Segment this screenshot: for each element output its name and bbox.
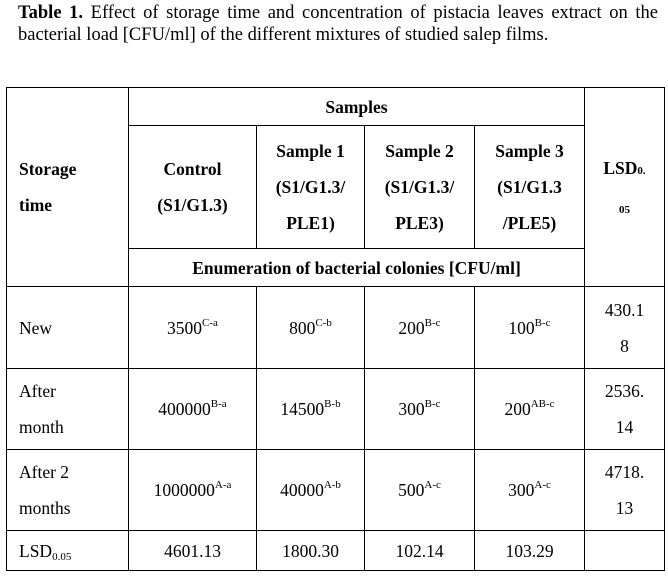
cell-sample-3: $100^{B-c}$: [475, 287, 585, 369]
cell-sample-1: $40000^{A-b}$: [257, 450, 365, 531]
header-sample-3: Sample 3 (S1/G1.3 /PLE5): [475, 126, 585, 249]
cell-sample-2: $200^{B-c}$: [365, 287, 475, 369]
table-row-lsd: [7, 531, 665, 571]
header-sample-2: Sample 2 (S1/G1.3/ PLE3): [365, 126, 475, 249]
row-storage-time: New: [7, 287, 129, 369]
header-samples: Samples: [129, 88, 585, 126]
row-lsd-label: $LSD_{0.05}$: [7, 531, 129, 571]
header-row-samples: [7, 88, 665, 126]
table-row: [7, 287, 665, 369]
cell-sample-1: $800^{C-b}$: [257, 287, 365, 369]
caption-text: Effect of storage time and concentration of pistacia leaves extract on the bacterial load [CFU/ml] of the different mixtures of studied salep films.: [18, 3, 658, 45]
cell-lsd: 2536. 14: [585, 369, 665, 450]
bacterial-load-table: [6, 87, 665, 571]
cell-sample-3: $200^{AB-c}$: [475, 369, 585, 450]
cell-lsd: 4718. 13: [585, 450, 665, 531]
header-sample-1: Sample 1 (S1/G1.3/ PLE1): [257, 126, 365, 249]
header-storage-time: Storage time: [7, 88, 129, 287]
cell-control: $3500^{C-a}$: [129, 287, 257, 369]
table-row: [7, 450, 665, 531]
cell-sample-2: $500^{A-c}$: [365, 450, 475, 531]
cell-sample-2: 102.14: [365, 531, 475, 571]
row-storage-time: After month: [7, 369, 129, 450]
cell-sample-2: $300^{B-c}$: [365, 369, 475, 450]
caption-label: Table 1.: [18, 3, 84, 23]
header-enumeration: Enumeration of bacterial colonies [CFU/ml]: [129, 249, 585, 287]
cell-control: $400000^{B-a}$: [129, 369, 257, 450]
cell-lsd: 430.1 8: [585, 287, 665, 369]
table-caption: [18, 2, 658, 46]
row-storage-time: After 2 months: [7, 450, 129, 531]
cell-sample-3: 103.29: [475, 531, 585, 571]
cell-control: $1000000^{A-a}$: [129, 450, 257, 531]
cell-sample-3: $300^{A-c}$: [475, 450, 585, 531]
cell-sample-1: $14500^{B-b}$: [257, 369, 365, 450]
header-lsd: LSD0. 05: [585, 88, 665, 287]
header-control: Control (S1/G1.3): [129, 126, 257, 249]
cell-lsd-empty: [585, 531, 665, 571]
cell-sample-1: 1800.30: [257, 531, 365, 571]
table-row: [7, 369, 665, 450]
cell-control: 4601.13: [129, 531, 257, 571]
